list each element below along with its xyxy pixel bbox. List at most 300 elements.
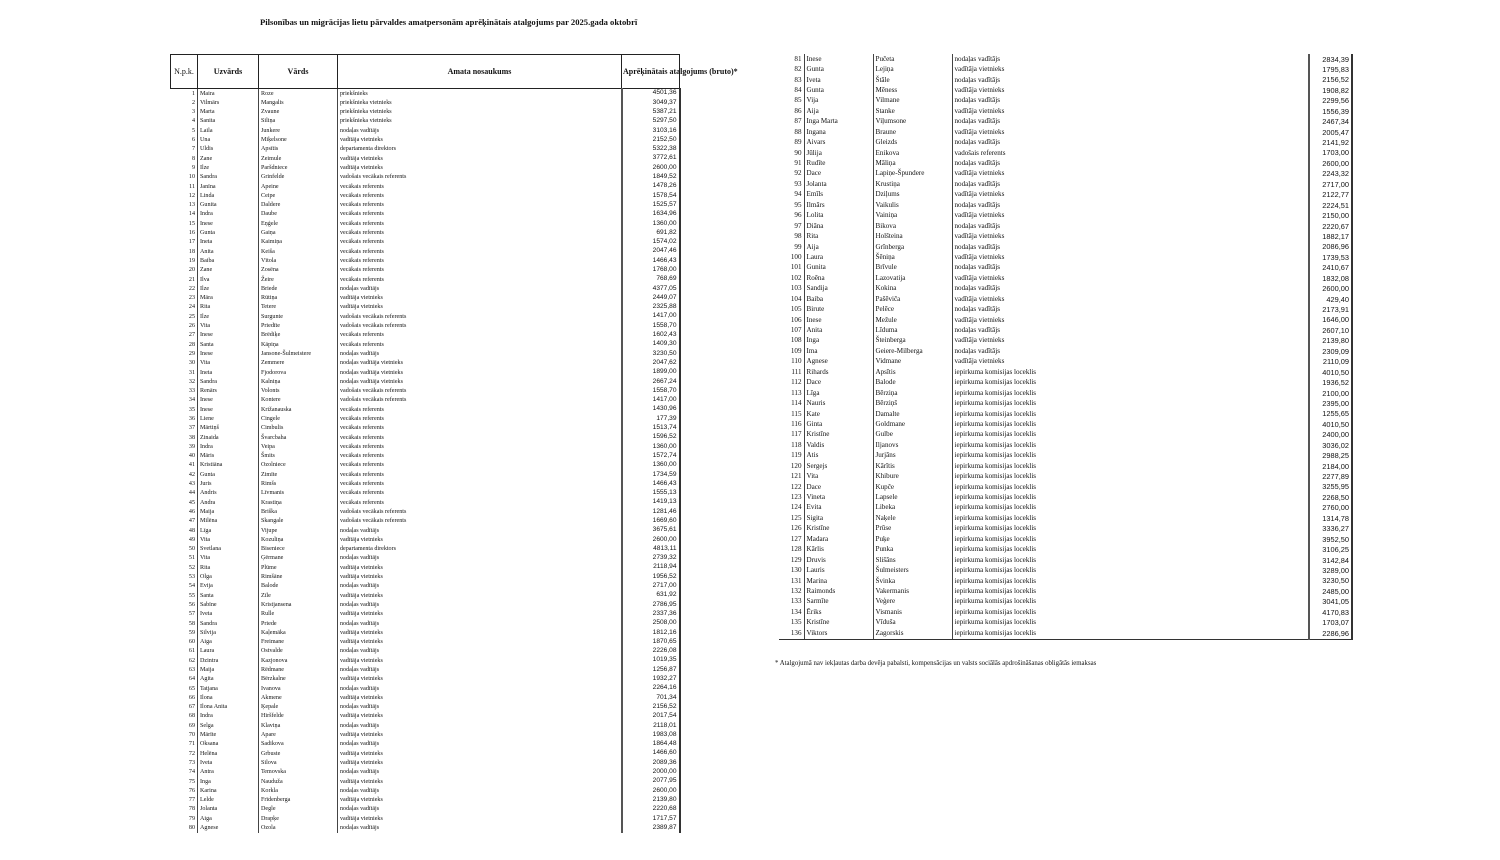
position-cell: nodaļas vadītājs [338, 768, 622, 777]
table-row [779, 440, 1352, 450]
table-row [171, 758, 680, 767]
row-number: 122 [779, 482, 804, 492]
table-row [779, 179, 1352, 189]
row-number: 22 [171, 284, 198, 293]
amount-cell: 1466,60 [622, 749, 680, 758]
amount-cell: 2607,10 [1309, 325, 1352, 335]
row-number: 57 [171, 610, 198, 619]
position-cell: iepirkuma komisijas loceklis [952, 492, 1309, 502]
last-name-cell: Puķe [873, 534, 952, 544]
position-cell: vadītāja vietnieks [338, 749, 622, 758]
position-cell: vadītāja vietnieks [338, 814, 622, 823]
row-number: 76 [171, 786, 198, 795]
row-number: 70 [171, 730, 198, 739]
position-cell: vecākais referents [338, 461, 622, 470]
first-name-cell: Jūlija [804, 148, 873, 158]
last-name-cell: Šmits [259, 452, 338, 461]
row-number: 21 [171, 275, 198, 284]
table-row [779, 158, 1352, 168]
last-name-cell: Zosēna [259, 266, 338, 275]
row-number: 28 [171, 340, 198, 349]
table-row [171, 526, 680, 535]
table-row [171, 442, 680, 451]
salary-table-right [779, 54, 1353, 640]
amount-cell: 2600,00 [1309, 284, 1352, 294]
row-number: 53 [171, 572, 198, 581]
last-name-cell: Švarcbaha [259, 433, 338, 442]
amount-cell: 2005,47 [1309, 127, 1352, 137]
amount-cell: 3230,50 [622, 349, 680, 358]
position-cell: iepirkuma komisijas loceklis [952, 430, 1309, 440]
position-cell: vecākais referents [338, 201, 622, 210]
table-row [171, 814, 680, 823]
position-cell: vecākais referents [338, 470, 622, 479]
last-name-cell: Sadikova [259, 740, 338, 749]
table-row [779, 221, 1352, 231]
row-number: 65 [171, 684, 198, 693]
table-row [171, 154, 680, 163]
last-name-cell: Miķelsone [259, 135, 338, 144]
table-row [171, 461, 680, 470]
table-row [171, 284, 680, 293]
position-cell: vadošais vecākais referents [338, 507, 622, 516]
row-number: 116 [779, 419, 804, 429]
last-name-cell: Gaiņa [259, 228, 338, 237]
last-name-cell: Paršdniece [259, 163, 338, 172]
last-name-cell: Vaikulis [873, 200, 952, 210]
row-number: 111 [779, 367, 804, 377]
first-name-cell: Gunita [198, 201, 259, 210]
position-cell: vadītāja vietnieks [338, 638, 622, 647]
position-cell: nodaļas vadītājs [952, 75, 1309, 85]
amount-cell: 2337,36 [622, 610, 680, 619]
position-cell: vecākais referents [338, 479, 622, 488]
row-number: 96 [779, 211, 804, 221]
table-row [171, 108, 680, 117]
first-name-cell: Rita [198, 563, 259, 572]
row-number: 72 [171, 749, 198, 758]
position-cell: iepirkuma komisijas loceklis [952, 398, 1309, 408]
table-row [171, 665, 680, 674]
position-cell: iepirkuma komisijas loceklis [952, 628, 1309, 639]
table-row [779, 503, 1352, 513]
row-number: 59 [171, 628, 198, 637]
amount-cell: 2000,00 [622, 768, 680, 777]
row-number: 51 [171, 554, 198, 563]
first-name-cell: Marta [198, 108, 259, 117]
first-name-cell: Inese [198, 405, 259, 414]
first-name-cell: Raimonds [804, 586, 873, 596]
last-name-cell: Ivanova [259, 684, 338, 693]
first-name-cell: Laura [198, 647, 259, 656]
table-row [171, 805, 680, 814]
row-number: 134 [779, 607, 804, 617]
row-number: 11 [171, 182, 198, 191]
first-name-cell: Kristīne [804, 618, 873, 628]
row-number: 54 [171, 582, 198, 591]
table-row [171, 163, 680, 172]
row-number: 36 [171, 414, 198, 423]
first-name-cell: Sandra [198, 377, 259, 386]
last-name-cell: Vijupe [259, 526, 338, 535]
amount-cell: 2286,96 [1309, 628, 1352, 639]
table-row [171, 582, 680, 591]
last-name-cell: Briška [259, 507, 338, 516]
last-name-cell: Apsītis [873, 367, 952, 377]
row-number: 106 [779, 315, 804, 325]
amount-cell: 768,69 [622, 275, 680, 284]
row-number: 67 [171, 703, 198, 712]
first-name-cell: Iveta [198, 610, 259, 619]
table-row [779, 294, 1352, 304]
first-name-cell: Dzintra [198, 656, 259, 665]
first-name-cell: Nauris [804, 398, 873, 408]
position-cell: nodaļas vadītājs [338, 740, 622, 749]
amount-cell: 1983,08 [622, 730, 680, 739]
row-number: 104 [779, 294, 804, 304]
position-cell: nodaļas vadītājs [338, 126, 622, 135]
first-name-cell: Anita [198, 247, 259, 256]
amount-cell: 631,92 [622, 591, 680, 600]
table-row [171, 470, 680, 479]
position-cell: vadītāja vietnieks [338, 135, 622, 144]
row-number: 45 [171, 498, 198, 507]
last-name-cell: Kārītis [873, 461, 952, 471]
table-row [171, 712, 680, 721]
first-name-cell: Ineta [198, 238, 259, 247]
first-name-cell: Sergejs [804, 461, 873, 471]
row-number: 9 [171, 163, 198, 172]
row-number: 126 [779, 524, 804, 534]
amount-cell: 1703,00 [1309, 148, 1352, 158]
position-cell: iepirkuma komisijas loceklis [952, 503, 1309, 513]
last-name-cell: Štāle [873, 75, 952, 85]
last-name-cell: Šēniņa [873, 252, 952, 262]
last-name-cell: Mežule [873, 315, 952, 325]
first-name-cell: Ēriks [804, 607, 873, 617]
amount-cell: 1864,48 [622, 740, 680, 749]
table-row [779, 106, 1352, 116]
first-name-cell: Lolita [804, 211, 873, 221]
table-row [171, 489, 680, 498]
last-name-cell: Žeire [259, 275, 338, 284]
amount-cell: 701,34 [622, 693, 680, 702]
last-name-cell: Grīnberga [873, 242, 952, 252]
amount-cell: 2467,34 [1309, 117, 1352, 127]
amount-cell: 2395,00 [1309, 398, 1352, 408]
first-name-cell: Inga [198, 777, 259, 786]
last-name-cell: Pašēviča [873, 294, 952, 304]
amount-cell: 2139,80 [1309, 336, 1352, 346]
last-name-cell: Vīduša [873, 618, 952, 628]
last-name-cell: Gulbe [873, 430, 952, 440]
table-row [171, 749, 680, 758]
amount-cell: 1417,00 [622, 312, 680, 321]
last-name-cell: Pelēce [873, 305, 952, 315]
row-number: 105 [779, 305, 804, 315]
amount-cell: 1899,00 [622, 368, 680, 377]
row-number: 129 [779, 555, 804, 565]
amount-cell: 1812,16 [622, 628, 680, 637]
table-row [171, 303, 680, 312]
amount-cell: 1360,00 [622, 219, 680, 228]
position-cell: nodaļas vadītājs [952, 325, 1309, 335]
amount-cell: 1936,52 [1309, 378, 1352, 388]
first-name-cell: Roēna [804, 273, 873, 283]
last-name-cell: Šulmeisters [873, 565, 952, 575]
table-row [779, 127, 1352, 137]
last-name-cell: Dziļums [873, 190, 952, 200]
position-cell: vadītāja vietnieks [338, 730, 622, 739]
position-cell: vadošais referents [952, 148, 1309, 158]
amount-cell: 2220,67 [1309, 221, 1352, 231]
row-number: 35 [171, 405, 198, 414]
table-row [171, 201, 680, 210]
first-name-cell: Ima [804, 346, 873, 356]
position-cell: vadītāja vietnieks [338, 656, 622, 665]
position-cell: nodaļas vadītājs [338, 582, 622, 591]
table-row [779, 96, 1352, 106]
row-number: 87 [779, 117, 804, 127]
row-number: 2 [171, 98, 198, 107]
last-name-cell: Šteinberga [873, 336, 952, 346]
amount-cell: 2299,56 [1309, 96, 1352, 106]
table-row [171, 619, 680, 628]
table-row [171, 823, 680, 832]
table-row [779, 211, 1352, 221]
row-number: 133 [779, 597, 804, 607]
row-number: 19 [171, 256, 198, 265]
row-number: 62 [171, 656, 198, 665]
row-number: 89 [779, 138, 804, 148]
table-row [171, 703, 680, 712]
table-row [171, 173, 680, 182]
last-name-cell: Punka [873, 545, 952, 555]
first-name-cell: Vita [198, 535, 259, 544]
last-name-cell: Libeka [873, 503, 952, 513]
first-name-cell: Viktors [804, 628, 873, 639]
table-row [171, 377, 680, 386]
last-name-cell: Junkere [259, 126, 338, 135]
amount-cell: 1525,57 [622, 201, 680, 210]
row-number: 24 [171, 303, 198, 312]
row-number: 29 [171, 349, 198, 358]
row-number: 75 [171, 777, 198, 786]
last-name-cell: Vilmane [873, 96, 952, 106]
first-name-cell: Inese [198, 219, 259, 228]
position-cell: nodaļas vadītājs [952, 96, 1309, 106]
row-number: 58 [171, 619, 198, 628]
table-row [171, 135, 680, 144]
position-cell: vecākais referents [338, 247, 622, 256]
amount-cell: 1646,00 [1309, 315, 1352, 325]
first-name-cell: Madara [804, 534, 873, 544]
position-cell: vecākais referents [338, 424, 622, 433]
amount-cell: 1932,27 [622, 675, 680, 684]
amount-cell: 1578,54 [622, 191, 680, 200]
last-name-cell: Gleizds [873, 138, 952, 148]
table-row [171, 117, 680, 126]
table-row [779, 169, 1352, 179]
position-cell: iepirkuma komisijas loceklis [952, 545, 1309, 555]
last-name-cell: Zvaune [259, 108, 338, 117]
position-cell: nodaļas vadītājs [338, 600, 622, 609]
first-name-cell: Dace [804, 169, 873, 179]
amount-cell: 3255,95 [1309, 482, 1352, 492]
table-row [171, 405, 680, 414]
position-cell: nodaļas vadītājs [338, 786, 622, 795]
amount-cell: 1669,60 [622, 517, 680, 526]
first-name-cell: Linda [198, 191, 259, 200]
position-cell: vadītāja vietnieks [952, 294, 1309, 304]
table-row [171, 256, 680, 265]
last-name-cell: Nauduža [259, 777, 338, 786]
amount-cell: 3142,84 [1309, 555, 1352, 565]
table-row [171, 600, 680, 609]
first-name-cell: Aiga [198, 814, 259, 823]
table-row [171, 786, 680, 795]
row-number: 39 [171, 442, 198, 451]
table-row [779, 315, 1352, 325]
position-cell: iepirkuma komisijas loceklis [952, 378, 1309, 388]
last-name-cell: Akmene [259, 693, 338, 702]
first-name-cell: Inese [198, 396, 259, 405]
first-name-cell: Sandra [198, 619, 259, 628]
row-number: 115 [779, 409, 804, 419]
position-cell: nodaļas vadītājs [952, 221, 1309, 231]
amount-cell: 2156,52 [1309, 75, 1352, 85]
table-row [779, 597, 1352, 607]
first-name-cell: Mārīte [198, 730, 259, 739]
amount-cell: 5297,50 [622, 117, 680, 126]
position-cell: nodaļas vadītājs [338, 684, 622, 693]
table-row [171, 693, 680, 702]
first-name-cell: Agnese [198, 823, 259, 832]
amount-cell: 2139,80 [622, 796, 680, 805]
row-number: 13 [171, 201, 198, 210]
position-cell: vadītāja vietnieks [952, 169, 1309, 179]
position-cell: vadītāja vietnieks [338, 154, 622, 163]
position-cell: vadītāja vietnieks [338, 796, 622, 805]
row-number: 49 [171, 535, 198, 544]
position-cell: vadītāja vietnieks [338, 572, 622, 581]
amount-cell: 2508,00 [622, 619, 680, 628]
position-cell: vadītāja vietnieks [338, 777, 622, 786]
amount-cell: 1558,70 [622, 321, 680, 330]
row-number: 118 [779, 440, 804, 450]
amount-cell: 2325,88 [622, 303, 680, 312]
position-cell: nodaļas vadītājs [338, 554, 622, 563]
last-name-cell: Rulle [259, 610, 338, 619]
position-cell: vadošais vecākais referents [338, 396, 622, 405]
row-number: 98 [779, 231, 804, 241]
first-name-cell: Indra [198, 712, 259, 721]
salary-table-left [170, 54, 738, 833]
last-name-cell: Freimane [259, 638, 338, 647]
table-row [779, 555, 1352, 565]
first-name-cell: Jolanta [198, 805, 259, 814]
position-cell: iepirkuma komisijas loceklis [952, 524, 1309, 534]
table-row [171, 368, 680, 377]
last-name-cell: Briede [259, 284, 338, 293]
table-row [779, 357, 1352, 367]
last-name-cell: Ceipe [259, 191, 338, 200]
amount-cell: 1314,78 [1309, 513, 1352, 523]
row-number: 128 [779, 545, 804, 555]
last-name-cell: Braune [873, 127, 952, 137]
first-name-cell: Maija [198, 665, 259, 674]
position-cell: vadītāja vietnieks [338, 628, 622, 637]
table-row [171, 98, 680, 107]
amount-cell: 2600,00 [622, 535, 680, 544]
last-name-cell: Mēness [873, 85, 952, 95]
last-name-cell: Cingele [259, 414, 338, 423]
position-cell: vadītāja vietnieks [952, 190, 1309, 200]
table-row [779, 336, 1352, 346]
first-name-cell: Inga [804, 336, 873, 346]
table-row [779, 534, 1352, 544]
position-cell: vadītāja vietnieks [952, 336, 1309, 346]
first-name-cell: Laura [804, 252, 873, 262]
position-cell: vadītāja vietnieks [338, 693, 622, 702]
row-number: 60 [171, 638, 198, 647]
table-row [171, 572, 680, 581]
position-cell: vecākais referents [338, 489, 622, 498]
row-number: 136 [779, 628, 804, 639]
table-row [171, 396, 680, 405]
position-cell: nodaļas vadītājs [338, 619, 622, 628]
position-cell: iepirkuma komisijas loceklis [952, 388, 1309, 398]
position-cell: vadītāja vietnieks [338, 163, 622, 172]
position-cell: priekšnieka vietnieks [338, 117, 622, 126]
table-body-left [171, 89, 680, 833]
table-row [171, 554, 680, 563]
last-name-cell: Brēdiķe [259, 331, 338, 340]
position-cell: nodaļas vadītājs [338, 284, 622, 293]
table-row [779, 378, 1352, 388]
last-name-cell: Križanauska [259, 405, 338, 414]
last-name-cell: Kaimiņa [259, 238, 338, 247]
first-name-cell: Zane [198, 154, 259, 163]
first-name-cell: Maira [198, 89, 259, 99]
position-cell: nodaļas vadītājs [952, 346, 1309, 356]
header-position: Amata nosaukums [338, 55, 622, 89]
position-cell: nodaļas vadītājs [952, 54, 1309, 64]
row-number: 80 [171, 823, 198, 832]
first-name-cell: Santa [198, 340, 259, 349]
amount-cell: 2243,32 [1309, 169, 1352, 179]
position-cell: vadītāja vietnieks [952, 252, 1309, 262]
amount-cell: 2449,07 [622, 294, 680, 303]
table-row [171, 321, 680, 330]
amount-cell: 2150,00 [1309, 211, 1352, 221]
first-name-cell: Sarmīte [804, 597, 873, 607]
position-cell: vadītāja vietnieks [952, 231, 1309, 241]
table-row [171, 675, 680, 684]
first-name-cell: Zane [198, 266, 259, 275]
last-name-cell: Bērziņš [873, 398, 952, 408]
last-name-cell: Apare [259, 730, 338, 739]
position-cell: vecākais referents [338, 266, 622, 275]
position-cell: vadītāja vietnieks [338, 303, 622, 312]
last-name-cell: Rimšs [259, 479, 338, 488]
amount-cell: 2600,00 [622, 786, 680, 795]
table-row [779, 252, 1352, 262]
amount-cell: 1572,74 [622, 452, 680, 461]
header-last-name: Vārds [259, 55, 338, 89]
first-name-cell: Kristiāna [198, 461, 259, 470]
position-cell: nodaļas vadītājs [952, 117, 1309, 127]
